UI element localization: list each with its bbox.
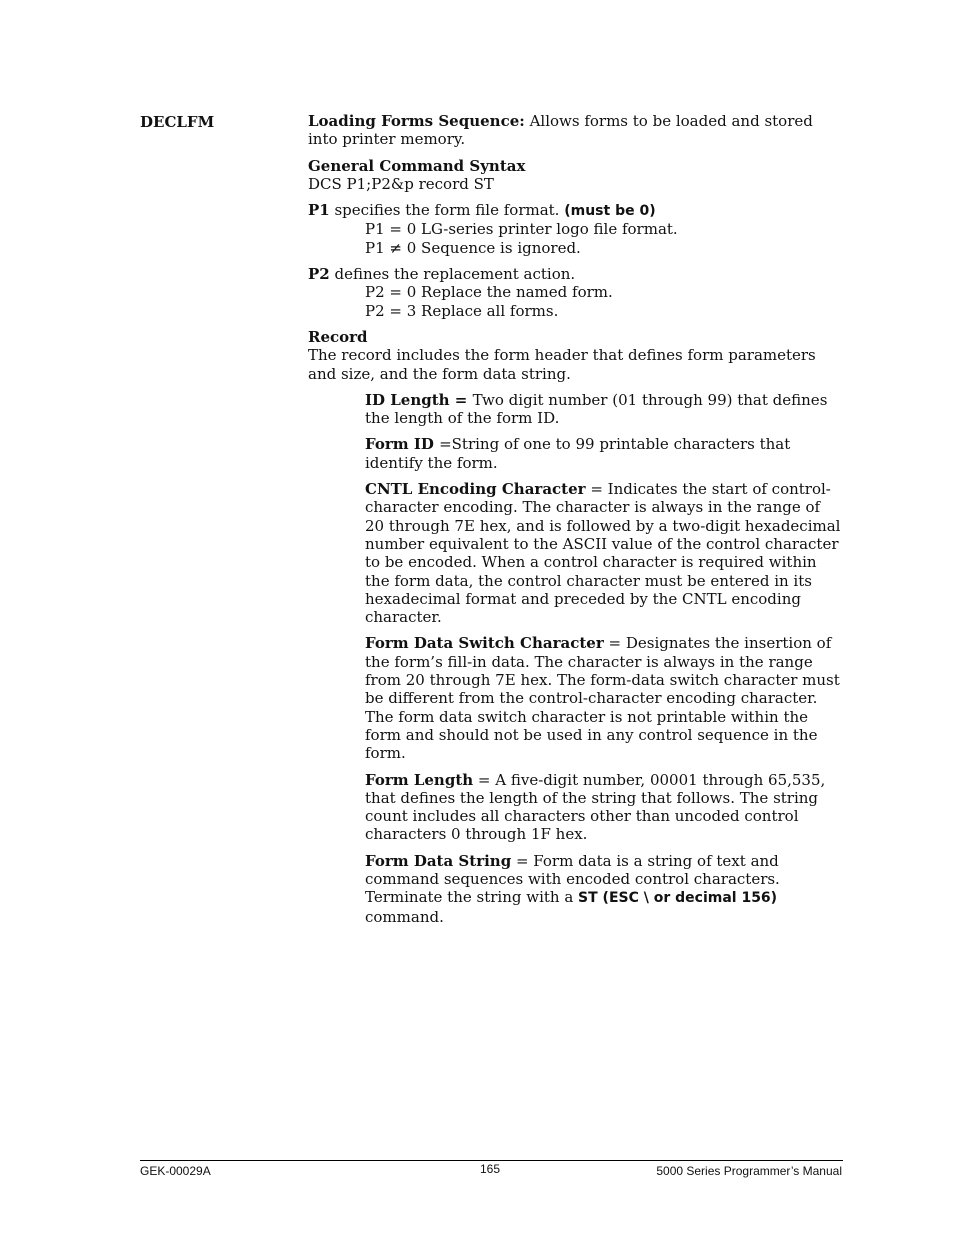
command-description [308, 112, 843, 934]
footer-rule [140, 1160, 843, 1161]
definition-form-id [308, 435, 843, 472]
definition-id-length [308, 391, 843, 428]
p2-text: defines the replacement action. [329, 265, 576, 284]
definition-text: Two digit number (01 through 99) that defines the length of the form ID. [365, 390, 828, 428]
definition-text: = A five-digit number, 00001 through 65,535, that defines the length of the string that follows. The string count includes all characters other than uncoded control characters 0 through 1F hex. [365, 770, 826, 844]
definition-term: ID Length = [365, 390, 473, 409]
p2-option: P2 = 0 Replace the named form. [365, 283, 613, 302]
definition-term: Form ID [365, 435, 440, 454]
syntax-line: DCS P1;P2&p record ST [308, 174, 494, 193]
p1-label: P1 [308, 201, 330, 220]
p2-label: P2 [308, 265, 330, 284]
syntax-heading: General Command Syntax [308, 156, 526, 175]
record-text: The record includes the form header that defines form parameters and size, and the form data string. [308, 346, 816, 383]
definition-form-data-string [308, 852, 843, 926]
definition-text: = Form data is a string of text and command sequences with encoded control characters. Terminate the string with a [365, 851, 780, 907]
intro-text: Allows forms to be loaded and stored into printer memory. [308, 112, 813, 149]
p2-section [308, 265, 843, 320]
p1-text: specifies the form file format. [329, 201, 565, 220]
footer-doc-number: GEK-00029A [140, 1164, 211, 1178]
record-section [308, 328, 843, 383]
p1-section [308, 201, 843, 257]
definition-form-length [308, 771, 843, 844]
definition-text: = Indicates the start of control-character encoding. The character is always in the range of 20 through 7E hex, and is followed by a two-digit hexadecimal number equivalent to the ASCII value of the control character to be encoded. When a control character is required within the form data, the control character must be entered in its hexadecimal format and preceded by the CNTL encoding character. [365, 480, 841, 627]
intro-label: Loading Forms Sequence: [308, 112, 525, 130]
syntax-section [308, 157, 843, 194]
definition-term: Form Data Switch Character [365, 634, 604, 653]
footer-manual-title: 5000 Series Programmer’s Manual [656, 1164, 842, 1178]
definition-term: CNTL Encoding Character [365, 480, 586, 499]
definition-terminator: ST (ESC \ or decimal 156) [578, 890, 778, 907]
definition-term: Form Length [365, 770, 474, 789]
p1-option: P1 = 0 LG-series printer logo file format. [365, 220, 678, 239]
p1-option: P1 ≠ 0 Sequence is ignored. [365, 238, 581, 257]
footer-page-number: 165 [479, 1162, 501, 1176]
definition-term: Form Data String [365, 851, 512, 870]
definition-text: =String of one to 99 printable characters that identify the form. [365, 435, 791, 472]
definition-tail: command. [365, 907, 444, 926]
definition-cntl-encoding [308, 480, 843, 626]
definition-form-data-switch [308, 634, 843, 762]
intro-paragraph [308, 112, 843, 149]
p2-option: P2 = 3 Replace all forms. [365, 301, 559, 320]
command-name: DECLFM [140, 113, 215, 131]
p1-note: (must be 0) [564, 203, 656, 220]
record-heading: Record [308, 327, 368, 346]
definition-text: = Designates the insertion of the form’s fill-in data. The character is always in the range from 20 through 7E hex. The form-data switch character must be different from the control-character encoding character. The form data switch character is not printable within the form and should not be used in any control sequence in the form. [365, 634, 840, 763]
